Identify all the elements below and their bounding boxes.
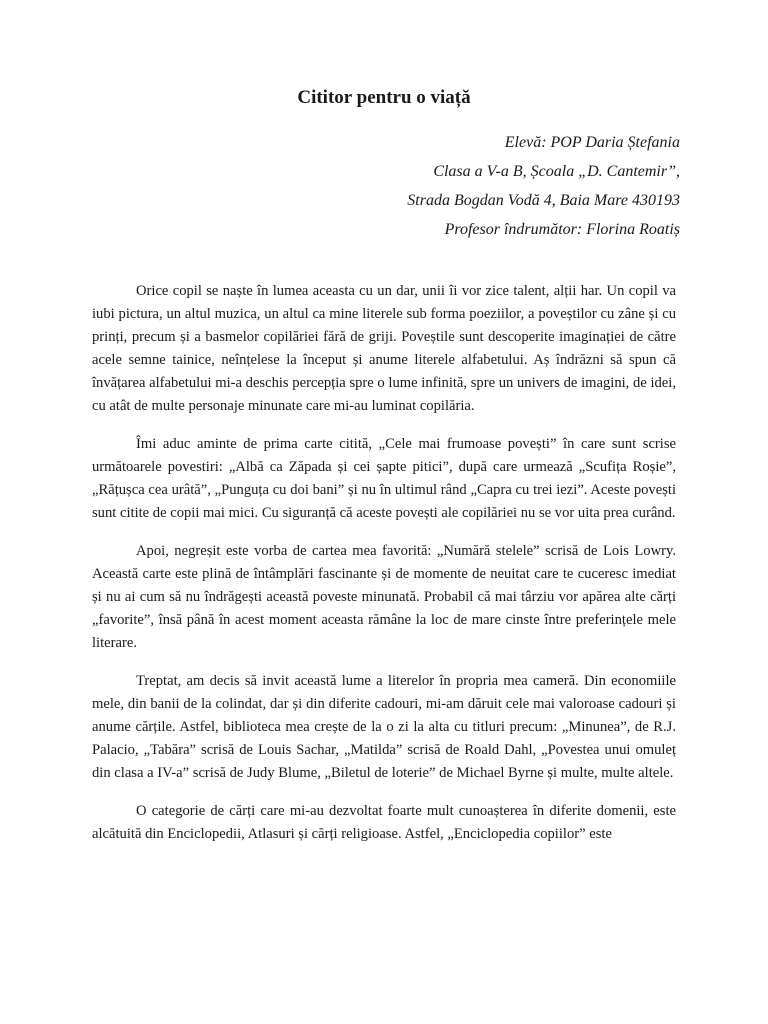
paragraph: Orice copil se naște în lumea aceasta cu un dar, unii îi vor zice talent, alții har. Un copil va iubi pictura, un altul muzica, un altul ca mine literele sub forma poeziilor, a poveștilor cu zâne și cu prinți, precum și a basmelor copilăriei fără de griji. Poveștile sunt descoperite imaginației de către acele semne tainice, neînțelese la început și anume literele alfabetului. Aș îndrăzni să spun că învățarea alfabetului mi-a deschis percepția spre o lume infinită, spre un univers de imagini, de idei, cu atât de multe personaje minunate care mi-au luminat copilăria. xyxy=(92,283,676,414)
document-body xyxy=(92,280,676,861)
paragraph: Îmi aduc aminte de prima carte citită, „Cele mai frumoase povești” în care sunt scrise următoarele povestiri: „Albă ca Zăpada și cei șapte pitici”, după care urmează „Scufița Roșie”, „Rățușca cea urâtă”, „Punguța cu doi bani” și nu în ultimul rând „Capra cu trei iezi”. Aceste povești sunt citite de copii mai mici. Cu siguranță că aceste povești ale copilăriei nu se vor uita prea curând. xyxy=(92,436,676,521)
author-address-line: Strada Bogdan Vodă 4, Baia Mare 430193 xyxy=(407,192,680,209)
paragraph: Treptat, am decis să invit această lume a literelor în propria mea cameră. Din economiile mele, din banii de la colindat, dar și din diferite cadouri, mi-am dăruit cele mai valoroase cadouri și anume cărțile. Astfel, biblioteca mea crește de la o zi la alta cu titluri precum: „Minunea”, de R.J. Palacio, „Tabăra” scrisă de Louis Sachar, „Matilda” scrisă de Roald Dahl, „Povestea unui omuleț din clasa a IV-a” scrisă de Judy Blume, „Biletul de loterie” de Michael Byrne și multe, multe altele. xyxy=(92,673,676,781)
author-student-line: Elevă: POP Daria Ștefania xyxy=(504,134,680,151)
paragraph: O categorie de cărți care mi-au dezvoltat foarte mult cunoașterea în diferite domenii, este alcătuită din Enciclopedii, Atlasuri și cărți religioase. Astfel, „Enciclopedia copiilor” este xyxy=(92,803,676,842)
author-teacher-line: Profesor îndrumător: Florina Roatiș xyxy=(444,221,680,238)
paragraph: Apoi, negreșit este vorba de cartea mea favorită: „Numără stelele” scrisă de Lois Lowry. Această carte este plină de întâmplări fascinante și de momente de neuitat care te cuceresc imediat și nu ai cum să nu îndrăgești această poveste minunată. Probabil că mai târziu vor apărea alte cărți „favorite”, însă până în acest moment aceasta rămâne la loc de mare cinste între preferințele mele literare. xyxy=(92,543,676,651)
document-title: Cititor pentru o viață xyxy=(297,87,471,108)
author-block xyxy=(407,128,680,244)
author-class-line: Clasa a V-a B, Școala „D. Cantemir”, xyxy=(433,163,680,180)
